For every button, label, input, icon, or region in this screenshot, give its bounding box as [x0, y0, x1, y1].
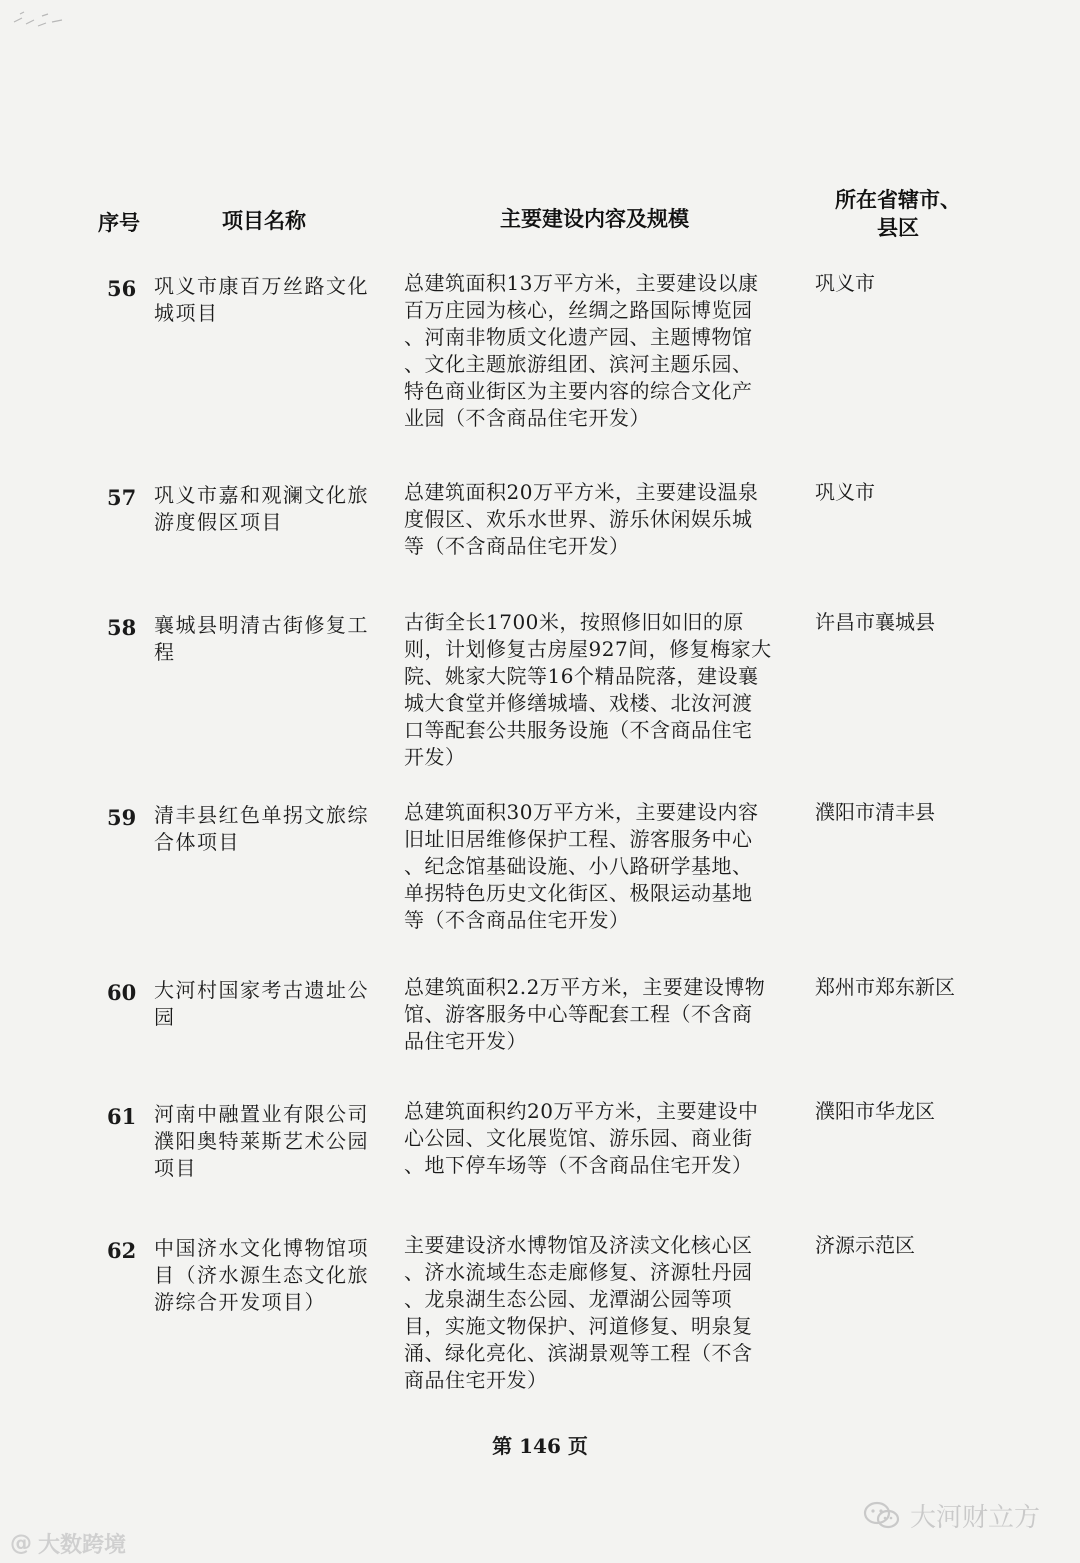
row-description — [404, 1098, 804, 1179]
desc-line: 品住宅开发） — [404, 1029, 527, 1053]
name-line: 游度假区项目 — [154, 510, 283, 534]
desc-line: 目，实施文物保护、河道修复、明泉复 — [404, 1314, 753, 1338]
desc-line: 开发） — [404, 745, 466, 769]
desc-line: 则，计划修复古房屋927间，修复梅家大 — [404, 637, 772, 661]
name-line: 巩义市嘉和观澜文化旅 — [154, 483, 369, 507]
name-line: 园 — [154, 1005, 176, 1029]
row-description — [404, 479, 804, 560]
desc-line: 、河南非物质文化遗产园、主题博物馆 — [404, 325, 753, 349]
wechat-icon — [862, 1500, 902, 1532]
row-seq: 56 — [107, 276, 137, 301]
desc-line: 业园（不含商品住宅开发） — [404, 406, 650, 430]
desc-line: 特色商业街区为主要内容的综合文化产 — [404, 379, 753, 403]
row-location: 巩义市 — [815, 271, 875, 295]
desc-line: 主要建设济水博物馆及济渎文化核心区 — [404, 1233, 753, 1257]
row-description — [404, 799, 804, 934]
desc-line: 总建筑面积30万平方米，主要建设内容 — [404, 800, 759, 824]
desc-line: 院、姚家大院等16个精品院落，建设襄 — [404, 664, 759, 688]
row-location: 济源示范区 — [815, 1233, 915, 1257]
name-line: 游综合开发项目） — [154, 1290, 326, 1314]
row-location: 许昌市襄城县 — [815, 610, 935, 634]
watermark-right-text: 大河财立方 — [910, 1503, 1041, 1533]
row-seq: 59 — [107, 805, 137, 830]
desc-line: 、地下停车场等（不含商品住宅开发） — [404, 1153, 753, 1177]
header-seq: 序号 — [98, 210, 140, 235]
row-description — [404, 1232, 804, 1394]
row-project-name — [154, 977, 394, 1031]
desc-line: 、济水流域生态走廊修复、济源牡丹园 — [404, 1260, 753, 1284]
row-project-name — [154, 1235, 394, 1316]
desc-line: 等（不含商品住宅开发） — [404, 534, 630, 558]
header-location-line2: 县区 — [877, 215, 919, 240]
desc-line: 心公园、文化展览馆、游乐园、商业街 — [404, 1126, 753, 1150]
row-seq: 61 — [107, 1104, 137, 1129]
name-line: 濮阳奥特莱斯艺术公园 — [154, 1129, 369, 1153]
desc-line: 古街全长1700米，按照修旧如旧的原 — [404, 610, 744, 634]
desc-line: 口等配套公共服务设施（不含商品住宅 — [404, 718, 753, 742]
header-location — [828, 186, 968, 242]
watermark-right — [862, 1497, 1040, 1534]
name-line: 项目 — [154, 1156, 197, 1180]
row-seq: 58 — [107, 615, 137, 640]
desc-line: 等（不含商品住宅开发） — [404, 908, 630, 932]
row-project-name — [154, 1101, 394, 1182]
row-project-name — [154, 612, 394, 666]
row-location: 濮阳市华龙区 — [815, 1099, 935, 1123]
row-seq: 60 — [107, 980, 137, 1005]
row-project-name — [154, 273, 394, 327]
desc-line: 度假区、欢乐水世界、游乐休闲娱乐城 — [404, 507, 753, 531]
row-project-name — [154, 482, 394, 536]
row-seq: 57 — [107, 485, 137, 510]
name-line: 襄城县明清古街修复工 — [154, 613, 369, 637]
desc-line: 百万庄园为核心，丝绸之路国际博览园 — [404, 298, 753, 322]
name-line: 程 — [154, 640, 176, 664]
watermark-left-icon: @ — [10, 1531, 32, 1556]
watermark-left — [10, 1528, 126, 1559]
page-number: 第 146 页 — [492, 1434, 588, 1458]
header-content: 主要建设内容及规模 — [500, 206, 689, 231]
name-line: 目（济水源生态文化旅 — [154, 1263, 369, 1287]
desc-line: 城大食堂并修缮城墙、戏楼、北汝河渡 — [404, 691, 753, 715]
row-location: 濮阳市清丰县 — [815, 800, 935, 824]
desc-line: 、龙泉湖生态公园、龙潭湖公园等项 — [404, 1287, 732, 1311]
row-location: 郑州市郑东新区 — [815, 975, 955, 999]
row-location: 巩义市 — [815, 480, 875, 504]
header-location-line1: 所在省辖市、 — [835, 187, 961, 212]
desc-line: 旧址旧居维修保护工程、游客服务中心 — [404, 827, 753, 851]
desc-line: 总建筑面积2.2万平方米，主要建设博物 — [404, 975, 766, 999]
desc-line: 、文化主题旅游组团、滨河主题乐园、 — [404, 352, 753, 376]
row-seq: 62 — [107, 1238, 137, 1263]
row-description — [404, 974, 804, 1055]
name-line: 合体项目 — [154, 830, 240, 854]
row-description — [404, 609, 804, 771]
desc-line: 单拐特色历史文化街区、极限运动基地 — [404, 881, 753, 905]
scan-noise-mark — [12, 8, 72, 30]
desc-line: 馆、游客服务中心等配套工程（不含商 — [404, 1002, 753, 1026]
name-line: 巩义市康百万丝路文化 — [154, 274, 369, 298]
desc-line: 总建筑面积13万平方米，主要建设以康 — [404, 271, 759, 295]
name-line: 清丰县红色单拐文旅综 — [154, 803, 369, 827]
row-project-name — [154, 802, 394, 856]
header-project-name: 项目名称 — [222, 208, 306, 233]
desc-line: 总建筑面积20万平方米，主要建设温泉 — [404, 480, 759, 504]
desc-line: 涌、绿化亮化、滨湖景观等工程（不含 — [404, 1341, 753, 1365]
name-line: 河南中融置业有限公司 — [154, 1102, 369, 1126]
desc-line: 商品住宅开发） — [404, 1368, 548, 1392]
name-line: 大河村国家考古遗址公 — [154, 978, 369, 1002]
desc-line: 、纪念馆基础设施、小八路研学基地、 — [404, 854, 753, 878]
name-line: 中国济水文化博物馆项 — [154, 1236, 369, 1260]
row-description — [404, 270, 804, 432]
desc-line: 总建筑面积约20万平方米，主要建设中 — [404, 1099, 759, 1123]
watermark-left-text: 大数跨境 — [38, 1533, 127, 1558]
name-line: 城项目 — [154, 301, 219, 325]
